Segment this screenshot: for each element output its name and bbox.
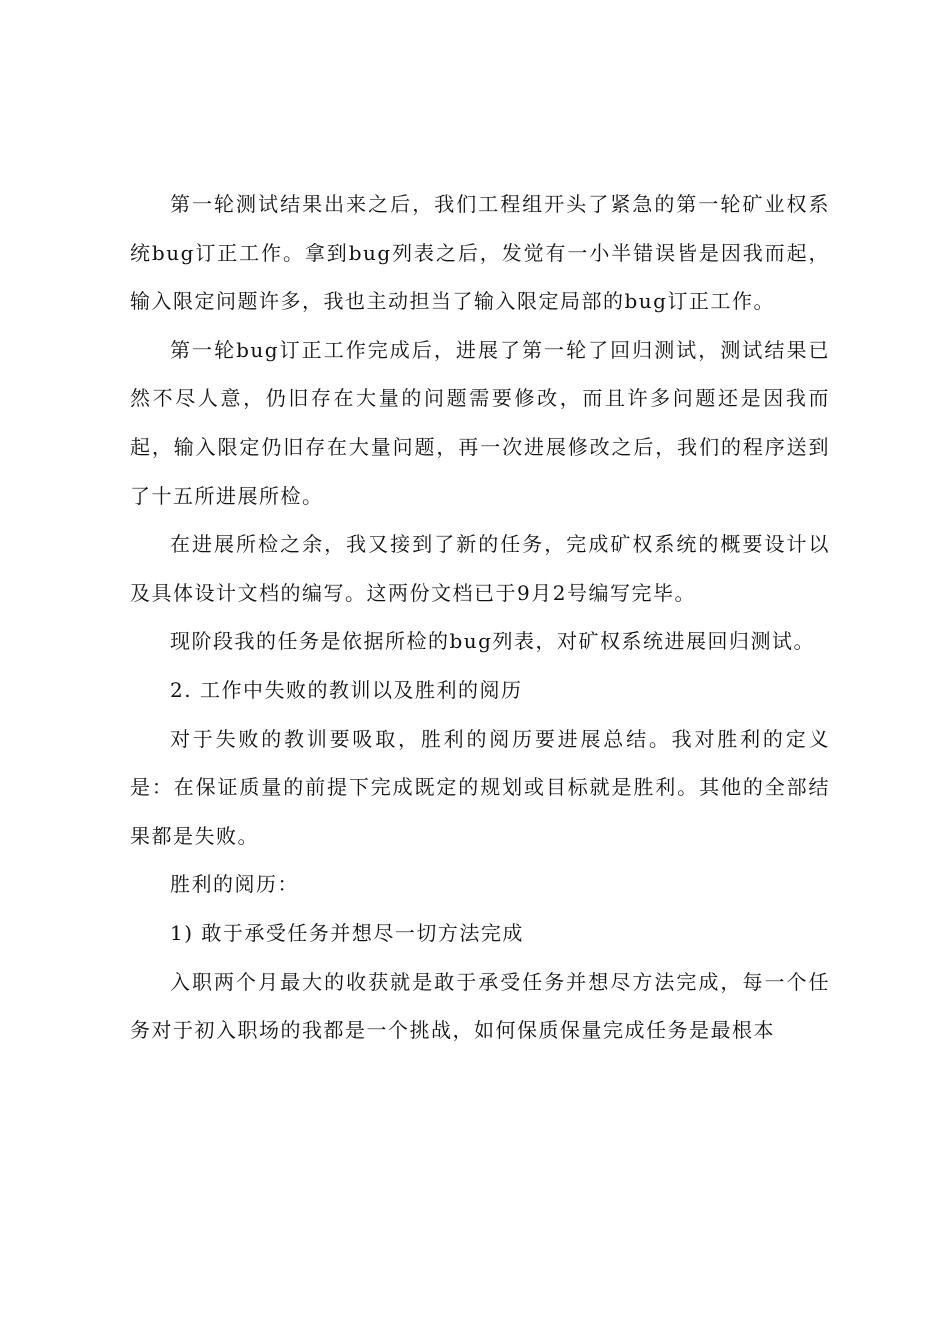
- paragraph-success-definition: 对于失败的教训要吸取，胜利的阅历要进展总结。我对胜利的定义是：在保证质量的前提下完成既定的规划或目标就是胜利。其他的全部结果都是失败。: [130, 726, 830, 848]
- paragraph-design-docs: 在进展所检之余，我又接到了新的任务，完成矿权系统的概要设计以及具体设计文档的编写。这两份文档已于9月2号编写完毕。: [130, 532, 830, 605]
- section-heading-lessons: 2. 工作中失败的教训以及胜利的阅历: [170, 677, 523, 702]
- paragraph-bug-fix: 第一轮测试结果出来之后，我们工程组开头了紧急的第一轮矿业权系统bug订正工作。拿到bug列表之后，发觉有一小半错误皆是因我而起，输入限定问题许多，我也主动担当了输入限定局部的bug订正工作。: [130, 192, 830, 314]
- document-body: [130, 180, 830, 1055]
- paragraph-two-months-gain: 入职两个月最大的收获就是敢于承受任务并想尽方法完成，每一个任务对于初入职场的我都是一个挑战，如何保质保量完成任务是最根本: [130, 969, 830, 1043]
- subheading-success-experience: 胜利的阅历：: [170, 872, 299, 897]
- list-item-heading-1: 1) 敢于承受任务并想尽一切方法完成: [170, 920, 524, 945]
- paragraph-current-task: 现阶段我的任务是依据所检的bug列表，对矿权系统进展回归测试。: [170, 629, 815, 654]
- paragraph-regression-test: 第一轮bug订正工作完成后，进展了第一轮了回归测试，测试结果已然不尽人意，仍旧存在大量的问题需要修改，而且许多问题还是因我而起，输入限定仍旧存在大量问题，再一次进展修改之后，我们的程序送到了十五所进展所检。: [130, 337, 830, 508]
